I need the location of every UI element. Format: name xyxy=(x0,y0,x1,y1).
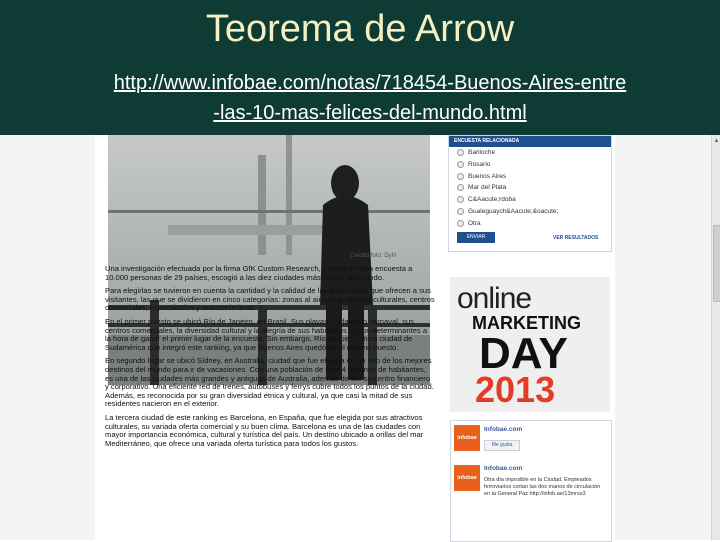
infobae-logo[interactable]: infobae xyxy=(454,425,480,451)
radio-button[interactable] xyxy=(457,161,464,168)
radio-button[interactable] xyxy=(457,208,464,215)
poll-option[interactable] xyxy=(457,220,611,230)
poll-option[interactable] xyxy=(457,173,611,183)
poll-option[interactable] xyxy=(457,149,611,159)
poll-option-label: Otra xyxy=(468,220,481,227)
article-paragraph-3: En el primer puesto se ubicó Río de Janeiro, en Brasil. Sus playas, su famoso carnaval, sus centros comerciales, la diversidad cultural y la alegría de sus habitantes fueron determinantes a la hora de ganar el primer lugar de la encuesta. Sin embargo, Río no fue la única ciudad de Sudamérica que integró este ranking, ya que Buenos Aires quedó en el décimo puesto. xyxy=(105,316,428,352)
poll-option-label: C&Aacute;rdoba xyxy=(468,196,516,204)
poll-option-label: Rosario xyxy=(468,161,491,169)
poll-results-link[interactable]: VER RESULTADOS xyxy=(553,235,599,241)
facebook-page-name[interactable]: Infobae.com xyxy=(484,426,523,433)
ad-line-year: 2013 xyxy=(475,369,556,410)
radio-button[interactable] xyxy=(457,184,464,191)
online-marketing-day-ad[interactable] xyxy=(450,277,610,412)
slide-title: Teorema de Arrow xyxy=(205,8,515,50)
ad-line-day: DAY xyxy=(479,329,568,378)
post-author-name[interactable]: Infobae.com xyxy=(484,465,523,472)
radio-button[interactable] xyxy=(457,173,464,180)
url-line-2[interactable]: -las-10-mas-felices-del-mundo.html xyxy=(213,102,527,124)
article-body xyxy=(105,265,435,453)
post-author-logo[interactable]: infobae xyxy=(454,465,480,491)
poll-option[interactable] xyxy=(457,196,611,206)
photo-credit: Crédito foto: DyN xyxy=(350,253,397,259)
ad-line-online: online xyxy=(457,282,532,315)
url-line-1[interactable]: http://www.infobae.com/notas/718454-Buenos-Aires-entre xyxy=(113,72,627,94)
radio-button[interactable] xyxy=(457,149,464,156)
article-url-link[interactable] xyxy=(40,68,700,128)
vertical-scrollbar[interactable] xyxy=(711,135,720,540)
scroll-up-arrow-icon[interactable]: ▲ xyxy=(713,138,720,144)
ad-line-marketing: MARKETING xyxy=(472,313,581,333)
poll-option-label: Mar del Plata xyxy=(468,184,507,192)
slide-header xyxy=(0,0,720,135)
facebook-post-text: Otra día imposible en la Ciudad. Empleados ferroviarios cortan las dos manos de circulación en la General Paz http://infob.ae/13mrss3 xyxy=(484,477,601,497)
facebook-widget xyxy=(450,420,612,542)
poll-option-label: Bariloche xyxy=(468,149,496,157)
article-paragraph-2: Para elegirlas se tuvieron en cuenta la cantidad y la calidad de las atracciones que ofrecen a sus visitantes, las que se dividieron en cinco categorías: zonas al aire libre, centros culturales, centros comerciales, espectáculos y entretenimiento. xyxy=(105,286,435,313)
poll-option[interactable] xyxy=(457,184,611,194)
poll-header: ENCUESTA RELACIONADA xyxy=(449,136,611,147)
poll-option[interactable] xyxy=(457,161,611,171)
article-paragraph-1: Una investigación efectuada por la firma GfK Custom Research, basada en una encuesta a 10.000 personas de 29 países, escogió a las diez ciudades más felices del mundo. xyxy=(105,264,413,282)
article-paragraph-5: La tercera ciudad de este ranking es Barcelona, en España, que fue elegida por sus atractivos culturales, su variada oferta comercial y su buen clima. Barcelona es una de las ciudades con mayor importancia económica, cultural y turística del país. Un destino ubicado a orillas del mar Mediterráneo, que ofrece una variada oferta turística para todos los gustos. xyxy=(105,412,424,448)
facebook-like-button[interactable]: Me gusta xyxy=(484,440,520,451)
poll-option-label: Gualeguaych&Aacute;&oacute; xyxy=(468,208,559,216)
scrollbar-thumb[interactable] xyxy=(713,225,720,302)
poll-option[interactable] xyxy=(457,208,611,218)
poll-submit-button[interactable]: ENVIAR xyxy=(457,232,495,243)
poll-option-label: Buenos Aires xyxy=(468,172,507,180)
article-paragraph-4: En segundo lugar se ubicó Sídney, en Australia, ciudad que fue elegida como uno de los mejores destinos del mundo para ir de vacaciones. Con una población de más 4 millones de habitantes, es una de las ciudades más grandes y antiguas de Australia, además de ser su centro financiero y corporativo. Una eficiente red de trenes, autobuses y ferrys cubre todos los puntos de la ciudad. Además, es reconocida por su gran diversidad étnica y cultural, ya que casi la mitad de sus residentes nacieron en el exterior. xyxy=(105,356,434,409)
related-poll-widget xyxy=(448,135,612,252)
radio-button[interactable] xyxy=(457,220,464,227)
radio-button[interactable] xyxy=(457,196,464,203)
